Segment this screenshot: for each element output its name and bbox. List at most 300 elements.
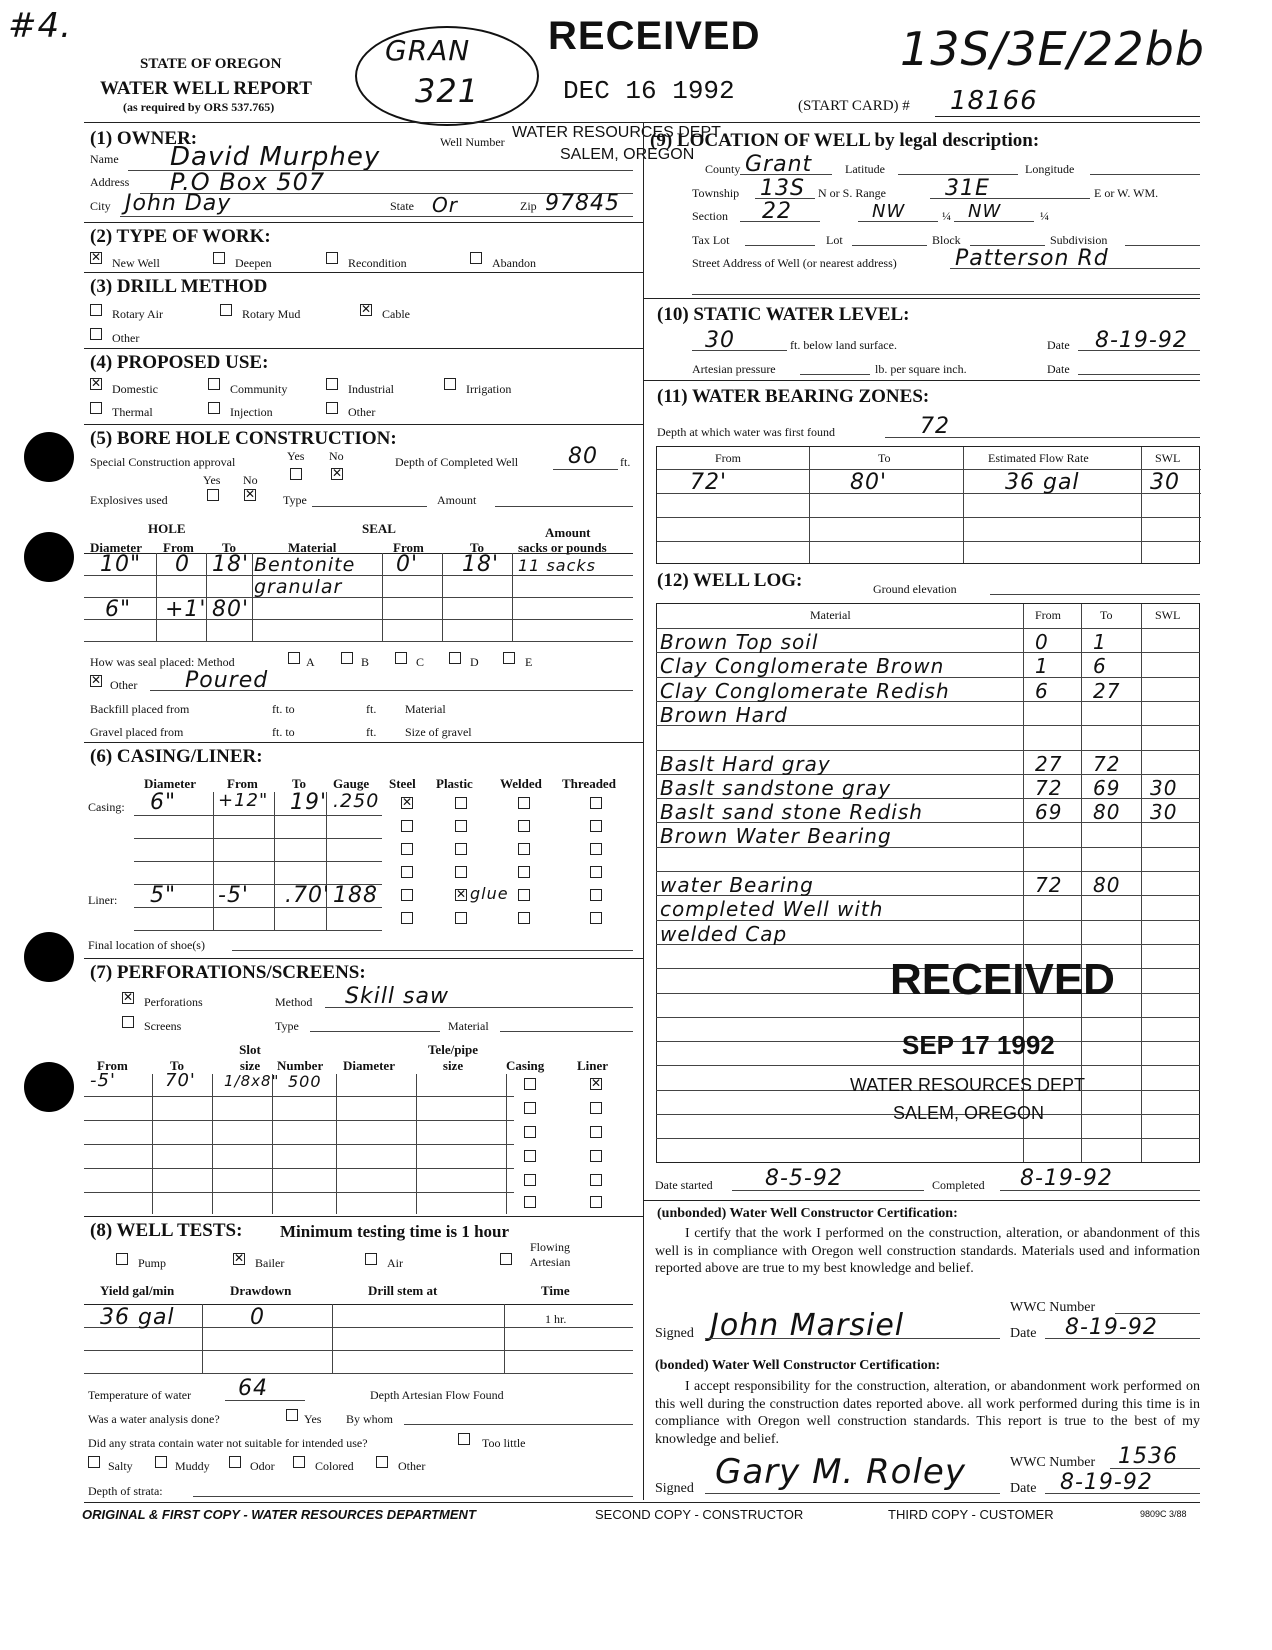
flowing-artesian-label: Flowing Artesian (529, 1240, 571, 1269)
log-material: water Bearing (660, 873, 814, 897)
perf-slot: 1/8x8" (224, 1072, 280, 1090)
date-label-2: Date (1010, 1481, 1037, 1496)
log-swl: 30 (1150, 800, 1178, 825)
perf-col-from: From (97, 1058, 128, 1073)
l1-steel-checkbox[interactable] (401, 889, 413, 901)
state-label: STATE OF OREGON (140, 56, 282, 72)
perf-method: Skill saw (345, 984, 449, 1009)
e-or-w-label: E or W. WM. (1094, 186, 1159, 200)
bh-row2-material: granular (254, 576, 343, 598)
log-from: 72 (1035, 775, 1063, 800)
log-material: Brown Top soil (660, 630, 819, 654)
cable-checkbox[interactable]: ✕ (361, 302, 372, 316)
bearing-swl: 30 (1150, 470, 1180, 495)
irrigation-checkbox[interactable] (444, 378, 456, 390)
latitude-label: Latitude (845, 162, 885, 176)
bearing-col-from: From (715, 451, 742, 465)
community-checkbox[interactable] (208, 378, 220, 390)
muddy-label: Muddy (175, 1459, 210, 1473)
bh-row1-seal-to: 18' (462, 552, 500, 577)
domestic-label: Domestic (112, 382, 158, 396)
perf-col-tele: Tele/pipe size (427, 1042, 479, 1073)
c1-plastic-checkbox[interactable] (455, 797, 467, 809)
perf-r6-liner-checkbox[interactable] (590, 1196, 602, 1208)
section-label: Section (692, 209, 728, 223)
received-stamp: RECEIVED (548, 14, 761, 58)
log-material: Baslt Hard gray (660, 751, 831, 776)
bearing-col-flow: Estimated Flow Rate (988, 451, 1089, 465)
abandon-checkbox[interactable] (470, 252, 482, 264)
rotary-mud-label: Rotary Mud (242, 307, 301, 321)
method-a-label: A (306, 655, 315, 669)
perf-r5-liner-checkbox[interactable] (590, 1174, 602, 1186)
log-material: Clay Conglomerate Redish (660, 678, 950, 703)
special-no: No (329, 449, 344, 463)
perforations-label: Perforations (144, 995, 203, 1009)
deepen-checkbox[interactable] (213, 252, 225, 264)
seal-label: SEAL (362, 521, 396, 536)
static-date: 8-19-92 (1095, 328, 1188, 353)
log-to: 27 (1093, 678, 1121, 703)
footer-second: SECOND COPY - CONSTRUCTOR (595, 1507, 804, 1522)
bh-col-to: To (222, 540, 236, 555)
c4-plastic-checkbox[interactable] (455, 866, 467, 878)
casing-col-welded: Welded (500, 776, 542, 791)
liner-gauge: 188 (333, 883, 378, 908)
bh-row1-to: 18' (212, 552, 250, 577)
bailer-checkbox[interactable]: ✕ (234, 1251, 245, 1265)
log-row-line (656, 1017, 1200, 1018)
bearing-col-to: To (878, 451, 891, 465)
log-material: Brown Hard (660, 702, 788, 727)
static-below-label: ft. below land surface. (790, 338, 897, 352)
form-number: 9809C 3/88 (1140, 1509, 1187, 1519)
tax-lot-label: Tax Lot (692, 233, 730, 247)
first-found-label: Depth at which water was first found (657, 425, 835, 439)
perf-from: -5' (90, 1070, 116, 1091)
strata-other-label: Other (398, 1459, 426, 1473)
date-started: 8-5-92 (765, 1166, 843, 1191)
c2-welded-checkbox[interactable] (518, 820, 530, 832)
perf-col-liner: Liner (577, 1058, 609, 1073)
range-value: 31E (945, 176, 990, 201)
log-from: 1 (1035, 654, 1049, 679)
gravel-ft-to: ft. to (272, 725, 295, 739)
perf-method-label: Method (275, 995, 313, 1009)
quarter-2-mark: ¼ (1040, 209, 1049, 223)
lot-label: Lot (826, 233, 843, 247)
c1-steel-checkbox[interactable]: ✕ (402, 795, 413, 809)
type-of-work-header: (2) TYPE OF WORK: (90, 226, 271, 247)
perf-r5-casing-checkbox[interactable] (524, 1174, 536, 1186)
casing-col-gauge: Gauge (333, 776, 370, 791)
c3-steel-checkbox[interactable] (401, 843, 413, 855)
log-stamp-date: SEP 17 1992 (902, 1030, 1055, 1060)
too-little-checkbox[interactable] (458, 1433, 470, 1445)
perf-col-to: To (170, 1058, 184, 1073)
too-little-label: Too little (482, 1436, 526, 1450)
c3-welded-checkbox[interactable] (518, 843, 530, 855)
bh-row1-seal-from: 0' (396, 552, 419, 577)
l2-welded-checkbox[interactable] (518, 912, 530, 924)
explosives-no-checkbox[interactable]: ✕ (245, 487, 256, 501)
salty-checkbox[interactable] (88, 1456, 100, 1468)
perf-r1-casing-checkbox[interactable] (524, 1078, 536, 1090)
strata-question: Did any strata contain water not suitable for intended use? (88, 1436, 368, 1450)
method-e-label: E (525, 655, 533, 669)
artesian-depth-label: Depth Artesian Flow Found (370, 1388, 504, 1402)
quarter-1: NW (872, 201, 906, 222)
seal-other-label: Other (110, 678, 138, 692)
state-label-2: State (390, 199, 414, 213)
stamp-salem: SALEM, OREGON (560, 146, 695, 163)
log-material: Baslt sandstone gray (660, 775, 892, 800)
static-date-label: Date (1047, 338, 1070, 352)
screens-label: Screens (144, 1019, 182, 1033)
log-to: 80 (1093, 800, 1121, 825)
log-stamp-salem: SALEM, OREGON (893, 1103, 1045, 1123)
backfill-ft-to: ft. to (272, 702, 295, 716)
screens-checkbox[interactable] (122, 1016, 134, 1028)
log-stamp-water: WATER RESOURCES DEPT (850, 1075, 1086, 1095)
bearing-header: (11) WATER BEARING ZONES: (657, 386, 930, 407)
owner-name: David Murphey (170, 142, 381, 172)
colored-label: Colored (315, 1459, 354, 1473)
method-a-checkbox[interactable] (288, 652, 300, 664)
street-address: Patterson Rd (955, 246, 1109, 271)
stamp-water-resources: WATER RESOURCES DEPT (512, 124, 721, 141)
bearing-to: 80' (850, 470, 888, 495)
gran-number: 321 (415, 72, 480, 110)
col-drill-stem: Drill stem at (368, 1283, 438, 1298)
abandon-label: Abandon (492, 256, 536, 270)
county-value: Grant (745, 152, 813, 177)
casing-gauge: .250 (333, 790, 380, 812)
bh-row1-amount: 11 sacks (518, 556, 596, 575)
bailer-label: Bailer (255, 1256, 285, 1270)
owner-zip: 97845 (545, 191, 620, 216)
thermal-label: Thermal (112, 405, 153, 419)
liner-note: glue (470, 884, 509, 903)
c1-welded-checkbox[interactable] (518, 797, 530, 809)
method-b-checkbox[interactable] (341, 652, 353, 664)
explosives-no: No (243, 473, 258, 487)
col-drawdown: Drawdown (230, 1283, 292, 1298)
explosives-yes-checkbox[interactable] (207, 489, 219, 501)
method-e-checkbox[interactable] (503, 652, 515, 664)
perf-r3-liner-checkbox[interactable] (590, 1126, 602, 1138)
l1-plastic-checkbox[interactable]: ✕ (456, 887, 467, 901)
perforations-header: (7) PERFORATIONS/SCREENS: (90, 962, 366, 983)
casing-from: +12" (218, 790, 269, 811)
wwc-number-label-2: WWC Number (1010, 1455, 1096, 1470)
signed-label-1: Signed (655, 1326, 694, 1341)
analysis-yes-checkbox[interactable] (286, 1409, 298, 1421)
proposed-use-header: (4) PROPOSED USE: (90, 352, 269, 373)
method-c-checkbox[interactable] (395, 652, 407, 664)
community-label: Community (230, 382, 288, 396)
perf-r2-casing-checkbox[interactable] (524, 1102, 536, 1114)
street-address-label: Street Address of Well (or nearest address) (692, 256, 897, 270)
log-material: welded Cap (660, 921, 788, 946)
c4-threaded-checkbox[interactable] (590, 866, 602, 878)
cable-label: Cable (382, 307, 410, 321)
log-col-material: Material (810, 608, 851, 622)
log-row-line (656, 1065, 1200, 1066)
drill-other-label: Other (112, 331, 140, 345)
c2-plastic-checkbox[interactable] (455, 820, 467, 832)
log-material: Brown Water Bearing (660, 824, 892, 849)
bonded-text: I accept responsibility for the construction, alteration, or abandonment work performed on this well during the construction dates reported above. all work performed during this time is in compliance with Oregon well construction standards. This report is true to the best of my knowledge and belief. (655, 1379, 1200, 1447)
l1-threaded-checkbox[interactable] (590, 889, 602, 901)
method-c-label: C (416, 655, 425, 669)
casing-diameter: 6" (150, 790, 177, 815)
gravel-size-label: Size of gravel (405, 725, 472, 739)
depth-completed: 80 (568, 444, 598, 469)
c3-plastic-checkbox[interactable] (455, 843, 467, 855)
bh-col-material: Material (288, 540, 337, 555)
depth-strata-label: Depth of strata: (88, 1484, 163, 1498)
log-col-swl: SWL (1155, 608, 1181, 622)
report-subtitle: (as required by ORS 537.765) (123, 100, 275, 114)
log-row-line (656, 1138, 1200, 1139)
rotary-air-checkbox[interactable] (90, 304, 102, 316)
gravel-ft: ft. (366, 725, 377, 739)
seal-other-value: Poured (185, 668, 269, 693)
perf-r2-liner-checkbox[interactable] (590, 1102, 602, 1114)
log-material: Clay Conglomerate Brown (660, 654, 945, 679)
county-label: County (705, 162, 741, 176)
static-header: (10) STATIC WATER LEVEL: (657, 304, 910, 325)
log-from: 69 (1035, 800, 1063, 825)
bh-row1-material: Bentonite (254, 554, 356, 576)
ground-elevation-label: Ground elevation (873, 582, 957, 596)
log-from: 0 (1035, 630, 1049, 654)
c2-steel-checkbox[interactable] (401, 820, 413, 832)
rotary-air-label: Rotary Air (112, 307, 163, 321)
recondition-label: Recondition (348, 256, 407, 270)
test-time: 1 hr. (545, 1312, 567, 1326)
sacks-col: sacks or pounds (518, 540, 607, 555)
explosive-type-label: Type (283, 493, 307, 507)
final-shoe-label: Final location of shoe(s) (88, 938, 205, 952)
analysis-label: Was a water analysis done? (88, 1412, 220, 1426)
gran-label: GRAN (385, 34, 471, 67)
cert-date-2: 8-19-92 (1060, 1470, 1153, 1495)
township-value: 13S (760, 176, 805, 201)
bh-row3-to: 80' (212, 597, 250, 622)
location-code: 13S/3E/22bb (900, 22, 1205, 76)
log-col-to: To (1100, 608, 1113, 622)
pump-label: Pump (138, 1256, 167, 1270)
pump-checkbox[interactable] (116, 1253, 128, 1265)
temp-value: 64 (238, 1376, 268, 1401)
location-header: (9) LOCATION OF WELL by legal description: (650, 130, 1040, 151)
quarter-2: NW (968, 201, 1002, 222)
perforations-checkbox[interactable]: ✕ (123, 990, 134, 1004)
perf-to: 70' (165, 1070, 196, 1091)
strata-other-checkbox[interactable] (376, 1456, 388, 1468)
explosives-label: Explosives used (90, 493, 168, 507)
rotary-mud-checkbox[interactable] (220, 304, 232, 316)
perf-r3-casing-checkbox[interactable] (524, 1126, 536, 1138)
date-completed: 8-19-92 (1020, 1166, 1113, 1191)
start-card-number: 18166 (950, 86, 1038, 116)
l1-welded-checkbox[interactable] (518, 889, 530, 901)
by-whom-label: By whom (346, 1412, 394, 1426)
perf-r4-liner-checkbox[interactable] (590, 1150, 602, 1162)
hole-label: HOLE (148, 521, 186, 536)
special-yes: Yes (287, 449, 305, 463)
owner-city: John Day (125, 191, 232, 216)
casing-col-diameter: Diameter (144, 776, 196, 791)
odor-label: Odor (250, 1459, 275, 1473)
method-d-checkbox[interactable] (449, 652, 461, 664)
muddy-checkbox[interactable] (155, 1456, 167, 1468)
liner-to: .70' (285, 883, 331, 908)
air-label: Air (387, 1256, 403, 1270)
well-number-label: Well Number (440, 135, 505, 149)
log-to: 6 (1093, 654, 1107, 679)
backfill-ft: ft. (366, 702, 377, 716)
received-date: DEC 16 1992 (563, 76, 735, 106)
depth-ft: ft. (620, 455, 631, 469)
log-material: completed Well with (660, 897, 884, 922)
c1-threaded-checkbox[interactable] (590, 797, 602, 809)
well-tests-header: (8) WELL TESTS: (90, 1220, 243, 1241)
drill-other-checkbox[interactable] (90, 328, 102, 340)
first-found-value: 72 (920, 414, 950, 439)
injection-label: Injection (230, 405, 273, 419)
log-to: 72 (1093, 751, 1121, 776)
casing-label: Casing: (88, 800, 125, 814)
domestic-checkbox[interactable]: ✕ (91, 376, 102, 390)
perf-col-diameter: Diameter (343, 1058, 395, 1073)
casing-col-steel: Steel (389, 776, 416, 791)
log-header-line (656, 628, 1200, 629)
completed-label: Completed (932, 1178, 985, 1192)
air-checkbox[interactable] (365, 1253, 377, 1265)
method-d-label: D (470, 655, 479, 669)
l2-steel-checkbox[interactable] (401, 912, 413, 924)
perf-material-label: Material (448, 1019, 489, 1033)
quarter-1-mark: ¼ (942, 209, 951, 223)
explosives-yes: Yes (203, 473, 221, 487)
date-started-label: Date started (655, 1178, 713, 1192)
irrigation-label: Irrigation (466, 382, 512, 396)
static-level: 30 (705, 328, 735, 353)
new-well-checkbox[interactable]: ✕ (91, 250, 102, 264)
block-label: Block (932, 233, 961, 247)
perf-col-slot: Slot size (239, 1042, 261, 1073)
c3-threaded-checkbox[interactable] (590, 843, 602, 855)
wwc-number-2: 1536 (1118, 1444, 1178, 1469)
subdivision-label: Subdivision (1050, 233, 1108, 247)
log-col-from: From (1035, 608, 1062, 622)
seal-other-checkbox[interactable]: ✕ (91, 673, 102, 687)
perf-r1-liner-checkbox[interactable]: ✕ (591, 1076, 602, 1090)
perf-r4-casing-checkbox[interactable] (524, 1150, 536, 1162)
perf-col-number: Number (277, 1058, 324, 1073)
colored-checkbox[interactable] (293, 1456, 305, 1468)
amount-col: Amount (545, 525, 591, 540)
industrial-checkbox[interactable] (326, 378, 338, 390)
depth-completed-label: Depth of Completed Well (395, 455, 519, 469)
perf-number: 500 (288, 1072, 322, 1091)
use-other-label: Other (348, 405, 376, 419)
perf-type-label: Type (275, 1019, 299, 1033)
industrial-label: Industrial (348, 382, 394, 396)
c4-welded-checkbox[interactable] (518, 866, 530, 878)
longitude-label: Longitude (1025, 162, 1075, 176)
signature-2: Gary M. Roley (715, 1452, 966, 1492)
special-no-checkbox[interactable]: ✕ (332, 466, 343, 480)
deepen-label: Deepen (235, 256, 272, 270)
well-tests-subheader: Minimum testing time is 1 hour (280, 1222, 510, 1241)
log-to: 69 (1093, 775, 1121, 800)
log-material: Baslt sand stone Redish (660, 800, 923, 825)
test-yield: 36 gal (100, 1305, 175, 1330)
casing-header: (6) CASING/LINER: (90, 746, 263, 767)
footer-third: THIRD COPY - CUSTOMER (888, 1507, 1054, 1522)
unbonded-text: I certify that the work I performed on the construction, alteration, or abandonment of this well is in compliance with Oregon well construction standards. Materials used and information reported above are true to my best knowledge and belief. (655, 1226, 1200, 1276)
injection-checkbox[interactable] (208, 402, 220, 414)
col-yield: Yield gal/min (100, 1283, 175, 1298)
recondition-checkbox[interactable] (326, 252, 338, 264)
log-to: 80 (1093, 873, 1121, 897)
explosive-amount-label: Amount (437, 493, 477, 507)
bearing-col-swl: SWL (1155, 451, 1181, 465)
bh-col-seal-to: To (470, 540, 484, 555)
perf-r6-casing-checkbox[interactable] (524, 1196, 536, 1208)
bh-col-seal-from: From (393, 540, 424, 555)
c4-steel-checkbox[interactable] (401, 866, 413, 878)
bore-hole-header: (5) BORE HOLE CONSTRUCTION: (90, 428, 397, 449)
special-yes-checkbox[interactable] (290, 468, 302, 480)
use-other-checkbox[interactable] (326, 402, 338, 414)
casing-col-threaded: Threaded (562, 776, 616, 791)
l2-plastic-checkbox[interactable] (455, 912, 467, 924)
log-to: 1 (1093, 630, 1107, 654)
casing-col-from: From (227, 776, 258, 791)
l2-threaded-checkbox[interactable] (590, 912, 602, 924)
owner-address: P.O Box 507 (170, 168, 326, 196)
salty-label: Salty (108, 1459, 133, 1473)
bh-row1-diameter: 10" (100, 552, 142, 577)
bh-col-diameter: Diameter (90, 540, 142, 555)
name-label: Name (90, 152, 119, 166)
address-label: Address (90, 175, 130, 189)
seal-method-label: How was seal placed: Method (90, 655, 235, 669)
log-from: 6 (1035, 678, 1049, 703)
flowing-artesian-checkbox[interactable] (500, 1253, 512, 1265)
bh-col-from: From (163, 540, 194, 555)
thermal-checkbox[interactable] (90, 402, 102, 414)
city-label: City (90, 199, 111, 213)
bh-row3-from: +1' (165, 597, 207, 622)
footer-original: ORIGINAL & FIRST COPY - WATER RESOURCES DEPARTMENT (82, 1507, 476, 1522)
backfill-label: Backfill placed from (90, 702, 190, 716)
owner-header: (1) OWNER: (90, 128, 198, 149)
casing-col-to: To (292, 776, 306, 791)
log-from: 72 (1035, 873, 1063, 897)
bh-row1-from: 0 (175, 552, 190, 577)
cert-date-1: 8-19-92 (1065, 1315, 1158, 1340)
odor-checkbox[interactable] (229, 1456, 241, 1468)
c2-threaded-checkbox[interactable] (590, 820, 602, 832)
n-or-s-range-label: N or S. Range (818, 186, 886, 200)
gravel-label: Gravel placed from (90, 725, 184, 739)
